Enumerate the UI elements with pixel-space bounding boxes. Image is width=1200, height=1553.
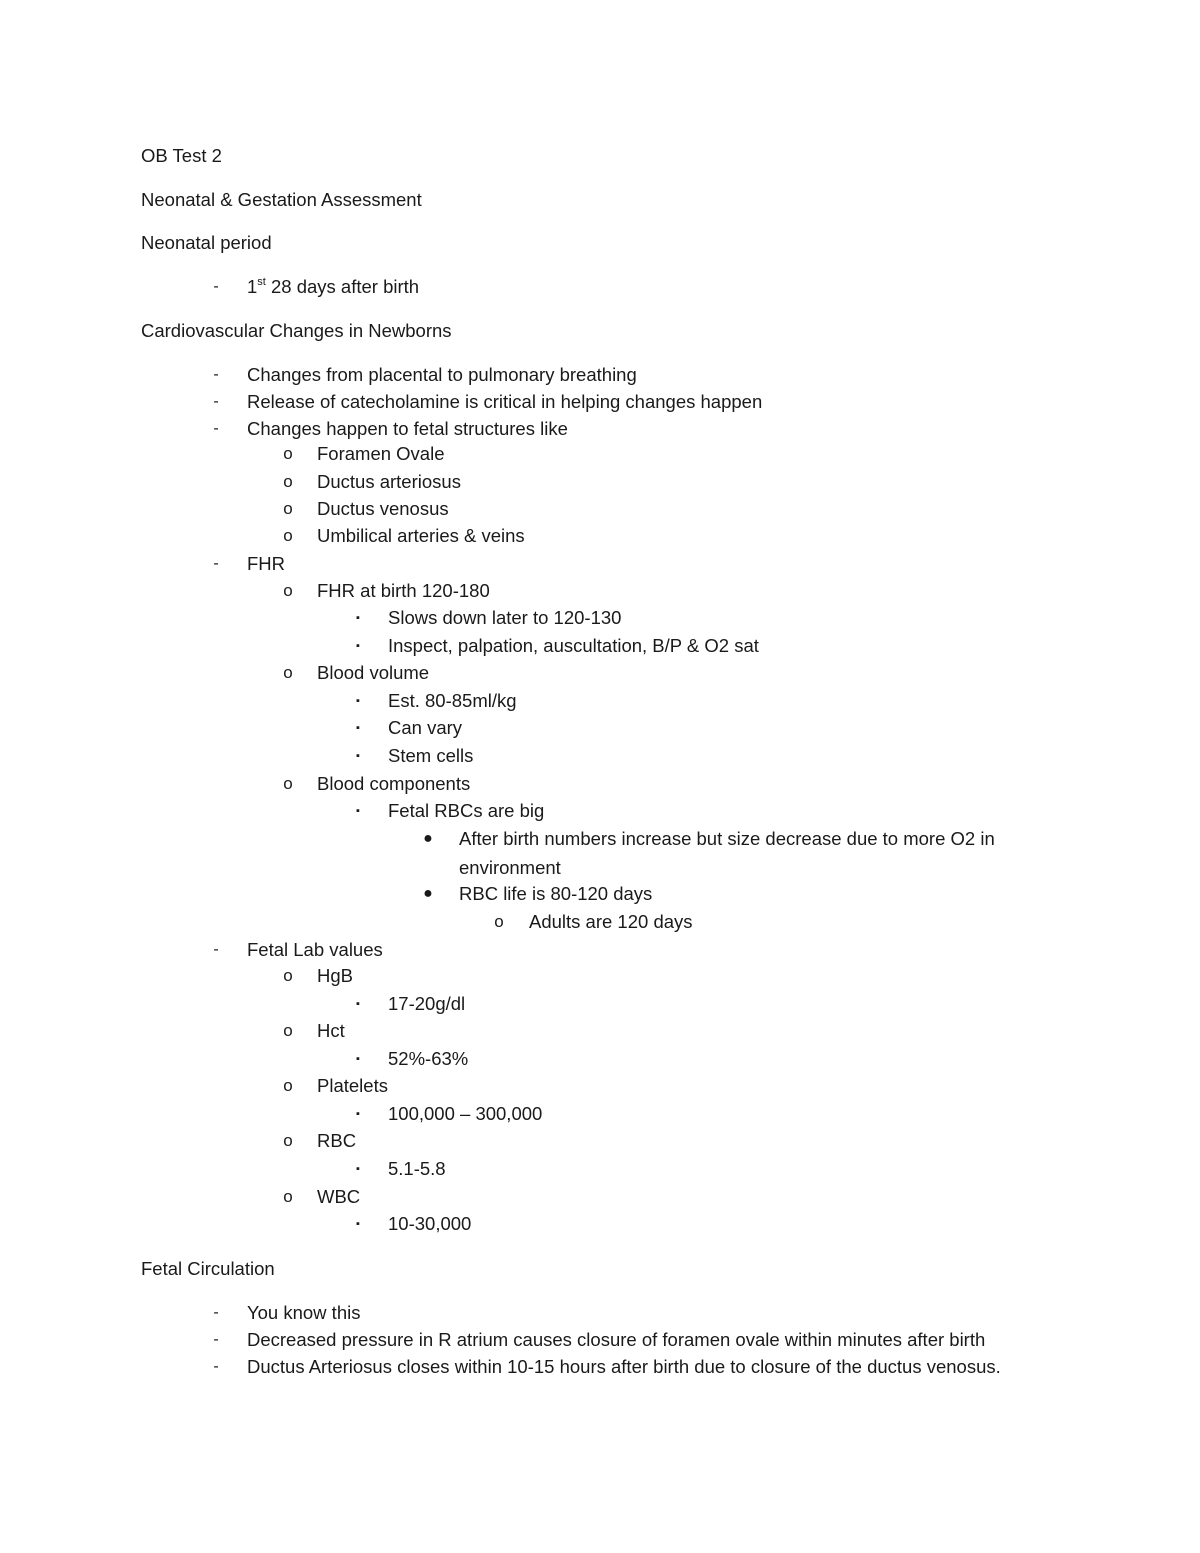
dash-bullet: - [213,420,219,437]
list-item: Slows down later to 120-130 [388,607,622,628]
list-item: 10-30,000 [388,1213,472,1234]
document-title: OB Test 2 [141,145,222,166]
circle-bullet: o [283,1131,293,1150]
square-bullet: ▪ [356,722,360,734]
list-item: Platelets [317,1075,388,1096]
list-item: 17-20g/dl [388,993,466,1014]
dash-bullet: - [213,1331,219,1348]
circle-bullet: o [283,444,293,463]
list-item: FHR at birth 120-180 [317,580,490,601]
list-item: 100,000 – 300,000 [388,1103,543,1124]
square-bullet: ▪ [356,640,360,652]
list-item: 5.1-5.8 [388,1158,446,1179]
list-item: After birth numbers increase but size decrease due to more O2 in [459,828,995,849]
circle-bullet: o [283,581,293,600]
dash-bullet: - [213,366,219,383]
circle-bullet: o [494,912,504,931]
list-item: HgB [317,965,353,986]
dash-bullet: - [213,393,219,410]
list-item: Ductus Arteriosus closes within 10-15 hours after birth due to closure of the ductus venosus. [247,1356,1001,1377]
square-bullet: ▪ [356,1053,360,1065]
dash-bullet: - [213,1358,219,1375]
round-bullet: ● [423,885,433,902]
dash-bullet: - [213,555,219,572]
fetal-circulation-heading: Fetal Circulation [141,1258,275,1279]
document-subtitle: Neonatal & Gestation Assessment [141,189,422,210]
list-item: WBC [317,1186,361,1207]
list-item: Blood components [317,773,471,794]
list-item: Fetal Lab values [247,939,383,960]
list-item-continuation: environment [459,857,561,878]
list-item: Ductus venosus [317,498,449,519]
list-item: Umbilical arteries & veins [317,525,525,546]
circle-bullet: o [283,663,293,682]
list-item: Changes from placental to pulmonary breathing [247,364,637,385]
list-item: You know this [247,1302,361,1323]
circle-bullet: o [283,1187,293,1206]
list-item: RBC [317,1130,357,1151]
square-bullet: ▪ [356,1163,360,1175]
circle-bullet: o [283,966,293,985]
round-bullet: ● [423,830,433,847]
circle-bullet: o [283,774,293,793]
square-bullet: ▪ [356,1108,360,1120]
circle-bullet: o [283,472,293,491]
list-item: Fetal RBCs are big [388,800,545,821]
list-item: Hct [317,1020,345,1041]
list-item: Stem cells [388,745,474,766]
square-bullet: ▪ [356,805,360,817]
list-item: FHR [247,553,286,574]
list-item: Release of catecholamine is critical in helping changes happen [247,391,763,412]
list-item: Est. 80-85ml/kg [388,690,517,711]
dash-bullet: - [213,278,219,295]
square-bullet: ▪ [356,1218,360,1230]
list-item: Decreased pressure in R atrium causes closure of foramen ovale within minutes after birth [247,1329,986,1350]
square-bullet: ▪ [356,998,360,1010]
list-item: Can vary [388,717,463,738]
circle-bullet: o [283,499,293,518]
square-bullet: ▪ [356,750,360,762]
neonatal-period-item: 1st 28 days after birth [247,275,420,297]
list-item: Ductus arteriosus [317,471,461,492]
circle-bullet: o [283,1076,293,1095]
list-item: Foramen Ovale [317,443,445,464]
neonatal-period-heading: Neonatal period [141,232,272,253]
list-item: RBC life is 80-120 days [459,883,653,904]
list-item: 52%-63% [388,1048,469,1069]
square-bullet: ▪ [356,695,360,707]
list-item: Adults are 120 days [529,911,693,932]
square-bullet: ▪ [356,612,360,624]
cardio-heading: Cardiovascular Changes in Newborns [141,320,452,341]
dash-bullet: - [213,941,219,958]
circle-bullet: o [283,526,293,545]
circle-bullet: o [283,1021,293,1040]
list-item: Changes happen to fetal structures like [247,418,568,439]
list-item: Blood volume [317,662,430,683]
list-item: Inspect, palpation, auscultation, B/P & O2 sat [388,635,759,656]
dash-bullet: - [213,1304,219,1321]
